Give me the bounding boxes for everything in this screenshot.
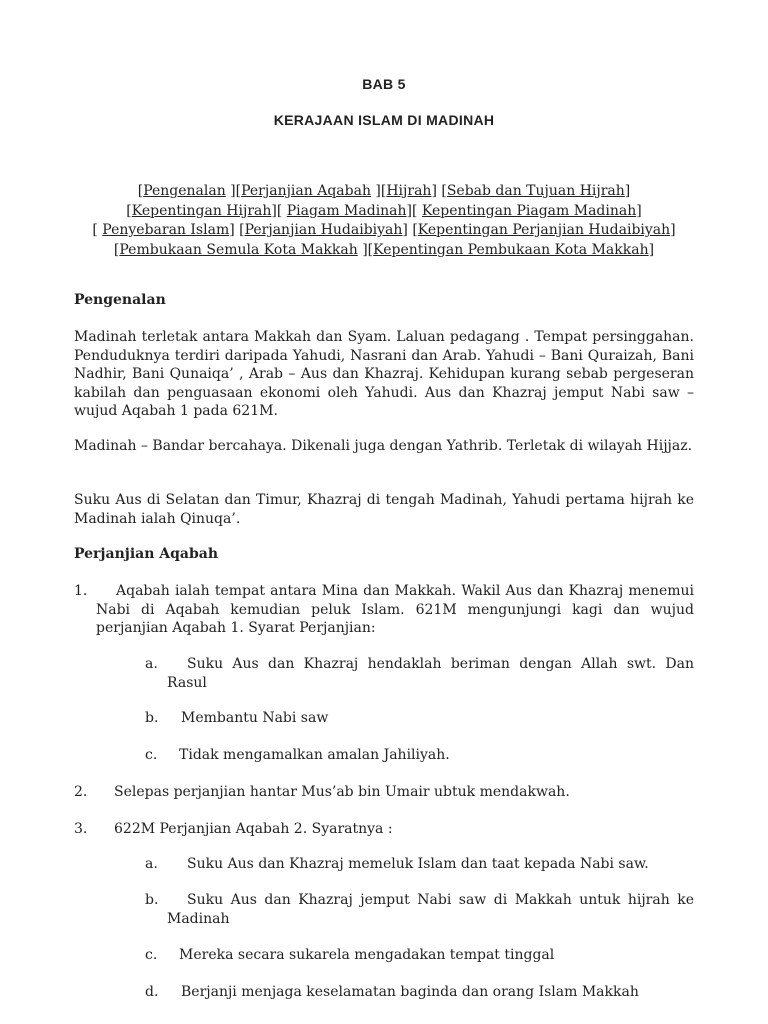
paragraph: Suku Aus di Selatan dan Timur, Khazraj di tengah Madinah, Yahudi pertama hijrah ke Madinah ialah Qinuqa’. bbox=[74, 492, 694, 527]
toc-link-kepentingan-hijrah[interactable]: Kepentingan Hijrah bbox=[131, 202, 272, 219]
toc-link-kepentingan-perjanjian-hudaibiyah[interactable]: Kepentingan Perjanjian Hudaibiyah bbox=[417, 222, 671, 238]
sub-item-text: Suku Aus dan Khazraj memeluk Islam dan taat kepada Nabi saw. bbox=[187, 856, 649, 872]
sub-item-letter: c. bbox=[145, 947, 158, 963]
sub-item bbox=[145, 855, 694, 874]
sub-item bbox=[145, 946, 694, 965]
sub-item-text: Membantu Nabi saw bbox=[181, 710, 329, 726]
sub-item bbox=[145, 709, 694, 728]
section-heading-pengenalan: Pengenalan bbox=[74, 292, 166, 308]
sub-item-letter: d. bbox=[145, 984, 159, 1000]
sub-item-text: Tidak mengamalkan amalan Jahiliyah. bbox=[179, 747, 450, 763]
toc-link-hijrah[interactable]: Hijrah bbox=[386, 183, 432, 199]
toc-link-sebab-tujuan-hijrah[interactable]: Sebab dan Tujuan Hijrah bbox=[446, 183, 625, 199]
paragraph: Madinah – Bandar bercahaya. Dikenali juga dengan Yathrib. Terletak di wilayah Hijjaz. bbox=[74, 438, 693, 454]
sub-item-text: Mereka secara sukarela mengadakan tempat tinggal bbox=[179, 947, 555, 963]
sub-item-text: Suku Aus dan Khazraj jemput Nabi saw di Makkah untuk hijrah ke Madinah bbox=[167, 892, 694, 927]
numbered-item bbox=[74, 582, 694, 638]
sub-item-letter: a. bbox=[145, 656, 158, 672]
paragraph: Madinah terletak antara Makkah dan Syam. Laluan pedagang . Tempat persinggahan. Penduduknya terdiri daripada Yahudi, Nasrani dan Arab. Yahudi – Bani Quraizah, Bani Nadhir, Bani Qunaiqa’ , Arab – Aus dan Khazraj. Kehidupan kurang sebab pergeseran kabilah dan penguasaan ekonomi oleh Yahudi. Aus dan Khazraj jemput Nabi saw – wujud Aqabah 1 pada 621M. bbox=[74, 329, 694, 419]
item-number: 1. bbox=[74, 583, 88, 599]
sub-item-letter: a. bbox=[145, 856, 158, 872]
toc-link-perjanjian-aqabah[interactable]: Perjanjian Aqabah bbox=[241, 183, 371, 199]
numbered-item bbox=[74, 820, 694, 839]
sub-item-letter: c. bbox=[145, 747, 158, 763]
sub-item bbox=[145, 891, 694, 928]
sub-item bbox=[145, 746, 694, 765]
toc-link-kepentingan-piagam-madinah[interactable]: Kepentingan Piagam Madinah bbox=[421, 202, 637, 219]
item-text: 622M Perjanjian Aqabah 2. Syaratnya : bbox=[114, 821, 393, 837]
table-of-contents: [Pengenalan ][Perjanjian Aqabah ][Hijrah] [Sebab dan Tujuan Hijrah] [Kepentingan Hijrah][ Piagam Madinah][ Kepentingan Piagam Madinah] [ Penyebaran Islam] [Perjanjian Hudaibiyah] [Kepentingan Perjanjian Hudaibiyah] [Pembukaan Semula Kota Makkah ][Kepentingan Pembukaan Kota Makkah] bbox=[92, 183, 676, 258]
toc-link-penyebaran-islam[interactable]: Penyebaran Islam bbox=[102, 222, 230, 238]
item-text: Aqabah ialah tempat antara Mina dan Makkah. Wakil Aus dan Khazraj menemui Nabi di Aqabah kemudian peluk Islam. 621M mengunjungi kagi dan wujud perjanjian Aqabah 1. Syarat Perjanjian: bbox=[96, 583, 694, 636]
numbered-item bbox=[74, 783, 694, 802]
sub-item bbox=[145, 983, 694, 1002]
chapter-number: BAB 5 bbox=[362, 76, 406, 92]
toc-link-pengenalan[interactable]: Pengenalan bbox=[143, 183, 226, 199]
sub-item-letter: b. bbox=[145, 892, 159, 908]
toc-link-perjanjian-hudaibiyah[interactable]: Perjanjian Hudaibiyah bbox=[244, 222, 403, 238]
toc-link-kepentingan-pembukaan-kota-makkah[interactable]: Kepentingan Pembukaan Kota Makkah bbox=[373, 241, 649, 258]
sub-item-text: Suku Aus dan Khazraj hendaklah beriman dengan Allah swt. Dan Rasul bbox=[167, 656, 694, 691]
sub-item-text: Berjanji menjaga keselamatan baginda dan orang Islam Makkah bbox=[181, 984, 639, 1000]
section-heading-perjanjian-aqabah: Perjanjian Aqabah bbox=[74, 546, 219, 562]
item-text: Selepas perjanjian hantar Mus’ab bin Umair ubtuk mendakwah. bbox=[114, 784, 570, 800]
item-number: 2. bbox=[74, 784, 88, 800]
toc-link-piagam-madinah[interactable]: Piagam Madinah bbox=[286, 202, 407, 219]
toc-link-pembukaan-kota-makkah[interactable]: Pembukaan Semula Kota Makkah bbox=[119, 241, 358, 258]
sub-item bbox=[145, 655, 694, 692]
chapter-title: KERAJAAN ISLAM DI MADINAH bbox=[273, 112, 495, 128]
item-number: 3. bbox=[74, 821, 88, 837]
sub-item-letter: b. bbox=[145, 710, 159, 726]
